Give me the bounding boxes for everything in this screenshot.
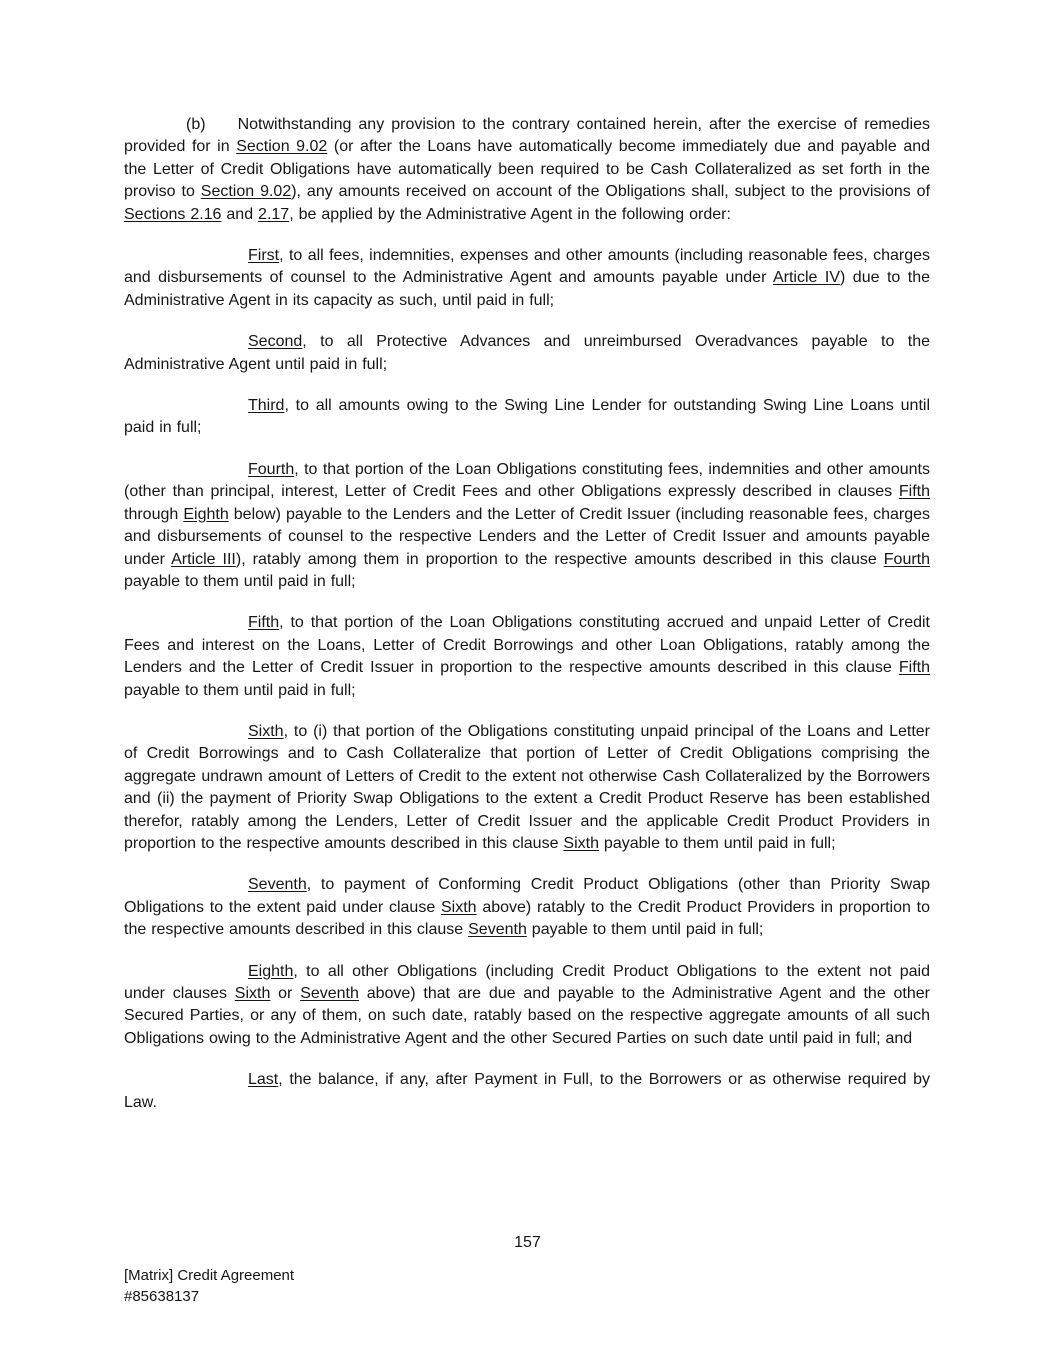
- text-segment: , to payment of Conforming Credit Product Obligations (other than Priority Swap Obligations to the extent paid under clause: [124, 876, 930, 916]
- text-segment: , to all amounts owing to the Swing Line Lender for outstanding Swing Line Loans until paid in full;: [124, 397, 930, 437]
- text-segment: (or after the Loans have automatically become immediately due and payable and the Letter of Credit Obligations have automatically been required to be Cash Collateralized as set forth in the proviso to: [124, 138, 931, 201]
- underlined-term: Fourth: [883, 550, 931, 568]
- clause-fifth: [124, 612, 930, 702]
- text-segment: above) ratably to the Credit Product Providers in proportion to the respective amounts described in this clause: [124, 898, 930, 939]
- underlined-term: Seventh: [468, 921, 527, 939]
- text-segment: , to that portion of the Loan Obligations constituting fees, indemnities and other amounts (other than principal, interest, Letter of Credit Fees and other Obligations expressly described in clauses: [124, 460, 930, 501]
- clause-third: [124, 395, 930, 440]
- underlined-term: Eighth: [248, 962, 294, 980]
- underlined-term: Article III: [171, 550, 236, 568]
- clause-second: [124, 331, 930, 376]
- underlined-term: Section 9.02: [236, 138, 328, 156]
- text-segment: payable to them until paid in full;: [526, 921, 764, 939]
- page-number: 157: [514, 1234, 541, 1251]
- underlined-term: Seventh: [300, 985, 359, 1002]
- clause-sixth: [124, 721, 930, 855]
- text-segment: ), any amounts received on account of the Obligations shall, subject to the provisions of: [291, 183, 931, 201]
- underlined-term: 2.17: [258, 205, 290, 223]
- underlined-term: Section 9.02: [200, 183, 292, 201]
- text-segment: payable to them until paid in full;: [124, 572, 356, 590]
- paragraph-b: [124, 114, 930, 226]
- text-segment: ) due to the Administrative Agent in its capacity as such, until paid in full;: [124, 269, 930, 309]
- text-segment: , be applied by the Administrative Agent in the following order:: [289, 205, 731, 223]
- clause-fourth: [124, 459, 930, 593]
- text-segment: and: [221, 205, 259, 223]
- text-segment: , the balance, if any, after Payment in Full, to the Borrowers or as otherwise required by Law.: [124, 1071, 930, 1111]
- document-body: [124, 114, 930, 1114]
- underlined-term: Second: [248, 333, 303, 351]
- underlined-term: Third: [248, 397, 285, 415]
- underlined-term: Sections 2.16: [124, 205, 222, 223]
- underlined-term: Fifth: [898, 483, 930, 501]
- text-segment: ), ratably among them in proportion to the respective amounts described in this clause: [235, 550, 884, 568]
- footer-doc-id: #85638137: [124, 1287, 200, 1305]
- underlined-term: Sixth: [234, 985, 271, 1002]
- underlined-term: Fourth: [248, 460, 295, 478]
- text-segment: payable to them until paid in full;: [598, 834, 836, 852]
- clause-last: [124, 1069, 930, 1114]
- underlined-term: Last: [248, 1071, 279, 1089]
- text-segment: , to all Protective Advances and unreimbursed Overadvances payable to the Administrative Agent until paid in full;: [124, 333, 930, 373]
- clause-seventh: [124, 874, 930, 941]
- underlined-term: Seventh: [248, 876, 307, 894]
- clause-first: [124, 245, 930, 312]
- text-segment: Notwithstanding any provision to the contrary contained herein, after the exercise of remedies provided for in: [124, 116, 930, 156]
- text-segment: through: [124, 505, 184, 523]
- underlined-term: Eighth: [183, 505, 229, 523]
- text-segment: , to all fees, indemnities, expenses and other amounts (including reasonable fees, charges and disbursements of counsel to the Administrative Agent and amounts payable under: [124, 247, 930, 287]
- underlined-term: First: [248, 247, 280, 265]
- document-footer: [124, 1266, 294, 1307]
- underlined-term: Sixth: [563, 834, 599, 852]
- underlined-term: Article IV: [772, 269, 841, 287]
- text-segment: payable to them until paid in full;: [124, 681, 356, 699]
- text-segment: , to all other Obligations (including Credit Product Obligations to the extent not paid under clauses: [124, 962, 930, 1002]
- clause-eighth: [124, 961, 930, 1051]
- underlined-term: Fifth: [248, 614, 280, 632]
- text-segment: (b): [186, 116, 206, 133]
- underlined-term: Sixth: [441, 898, 477, 916]
- text-segment: , to (i) that portion of the Obligations constituting unpaid principal of the Loans and Letter of Credit Borrowings and to Cash Collateralize that portion of Letter of Credit Obligations comprising the aggregate undrawn amount of Letters of Credit to the extent not otherwise Cash Collateralized by the Borrowers and (ii) the payment of Priority Swap Obligations to the extent a Credit Product Reserve has been established therefor, ratably among the Lenders, Letter of Credit Issuer and the applicable Credit Product Providers in proportion to the respective amounts described in this clause: [124, 722, 930, 852]
- text-segment: , to that portion of the Loan Obligations constituting accrued and unpaid Letter of Credit Fees and interest on the Loans, Letter of Credit Borrowings and other Loan Obligations, ratably among the Lenders and the Letter of Credit Issuer in proportion to the respective amounts described in this clause: [124, 614, 930, 677]
- underlined-term: Fifth: [898, 659, 930, 677]
- footer-doc-label: [Matrix] Credit Agreement: [124, 1267, 295, 1284]
- underlined-term: Sixth: [248, 722, 284, 740]
- text-segment: or: [270, 985, 301, 1002]
- text-segment: above) that are due and payable to the Administrative Agent and the other Secured Parties, or any of them, on such date, ratably based on the respective aggregate amounts of all such Obligations owing to the Administrative Agent and the other Secured Parties on such date until paid in full; and: [124, 985, 930, 1047]
- text-segment: below) payable to the Lenders and the Letter of Credit Issuer (including reasonable fees, charges and disbursements of counsel to the respective Lenders and the Letter of Credit Issuer and amounts payable under: [124, 505, 930, 568]
